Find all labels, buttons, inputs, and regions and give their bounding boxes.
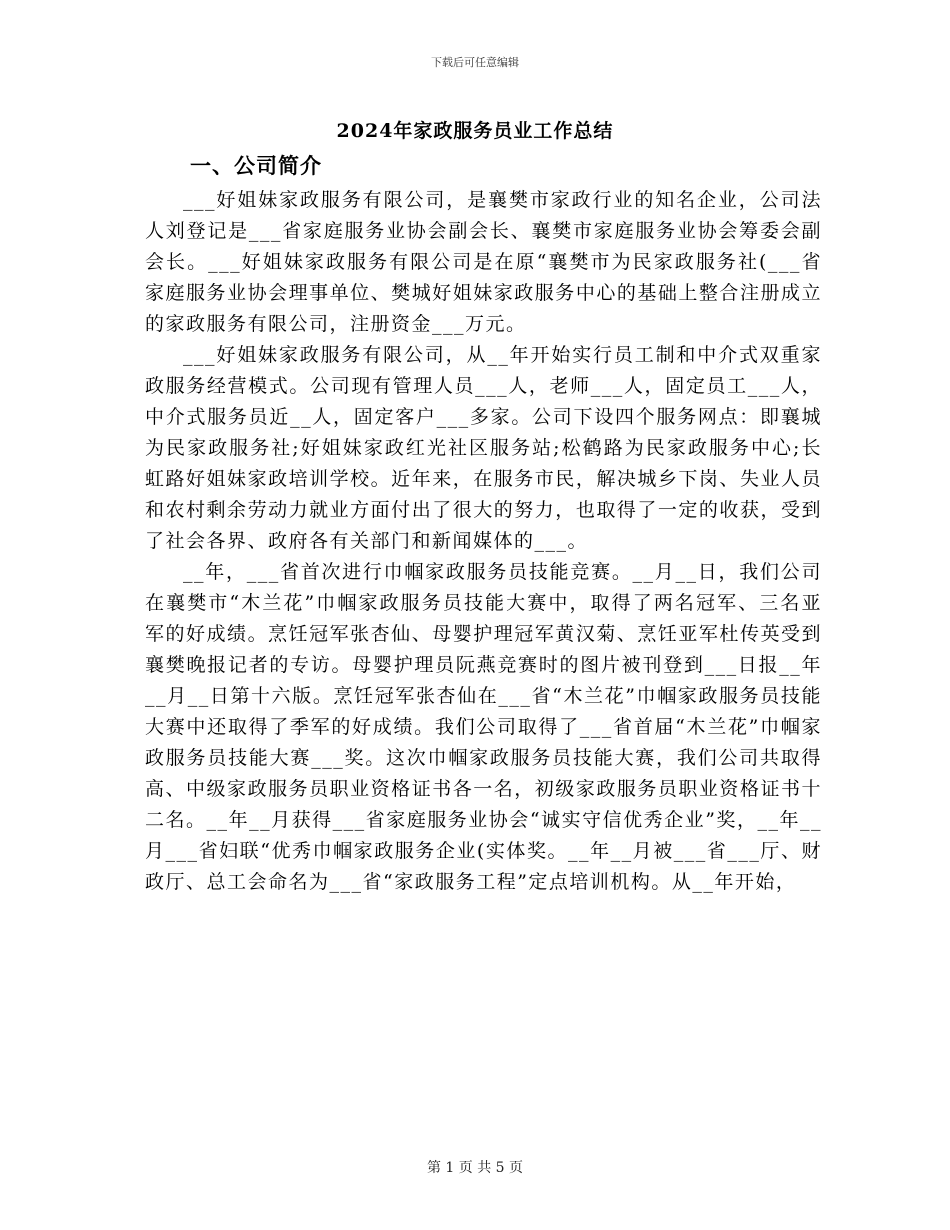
- section-heading: 一、公司简介: [190, 153, 322, 178]
- header-note: 下载后可任意编辑: [431, 56, 519, 69]
- document-body: [145, 185, 822, 898]
- paragraph-3: __年，___省首次进行巾帼家政服务员技能竞赛。__月__日，我们公司在襄樊市“木兰花”巾帼家政服务员技能大赛中，取得了两名冠军、三名亚军的好成绩。烹饪冠军张杏仙、母婴护理冠军黄汉菊、烹饪亚军杜传英受到襄樊晚报记者的专访。母婴护理员阮燕竞赛时的图片被刊登到___日报__年__月__日第十六版。烹饪冠军张杏仙在___省“木兰花”巾帼家政服务员技能大赛中还取得了季军的好成绩。我们公司取得了___省首届“木兰花”巾帼家政服务员技能大赛___奖。这次巾帼家政服务员技能大赛，我们公司共取得高、中级家政服务员职业资格证书各一名，初级家政服务员职业资格证书十二名。__年__月获得___省家庭服务业协会“诚实守信优秀企业”奖，__年__月___省妇联“优秀巾帼家政服务企业(实体奖。__年__月被___省___厅、财政厅、总工会命名为___省“家政服务工程”定点培训机构。从__年开始，: [145, 561, 822, 893]
- paragraph-1: ___好姐妹家政服务有限公司，是襄樊市家政行业的知名企业，公司法人刘登记是___省家庭服务业协会副会长、襄樊市家庭服务业协会筹委会副会长。___好姐妹家政服务有限公司是在原“襄樊市为民家政服务社(___省家庭服务业协会理事单位、樊城好姐妹家政服务中心的基础上整合注册成立的家政服务有限公司，注册资金___万元。: [145, 189, 822, 335]
- document-title: 2024年家政服务员业工作总结: [336, 120, 614, 142]
- page-number: 第 1 页 共 5 页: [426, 1160, 524, 1176]
- paragraph-2: ___好姐妹家政服务有限公司，从__年开始实行员工制和中介式双重家政服务经营模式。公司现有管理人员___人，老师___人，固定员工___人，中介式服务员近__人，固定客户___多家。公司下设四个服务网点：即襄城为民家政服务社;好姐妹家政红光社区服务站;松鹤路为民家政服务中心;长虹路好姐妹家政培训学校。近年来，在服务市民，解决城乡下岗、失业人员和农村剩余劳动力就业方面付出了很大的努力，也取得了一定的收获，受到了社会各界、政府各有关部门和新闻媒体的___。: [145, 344, 822, 552]
